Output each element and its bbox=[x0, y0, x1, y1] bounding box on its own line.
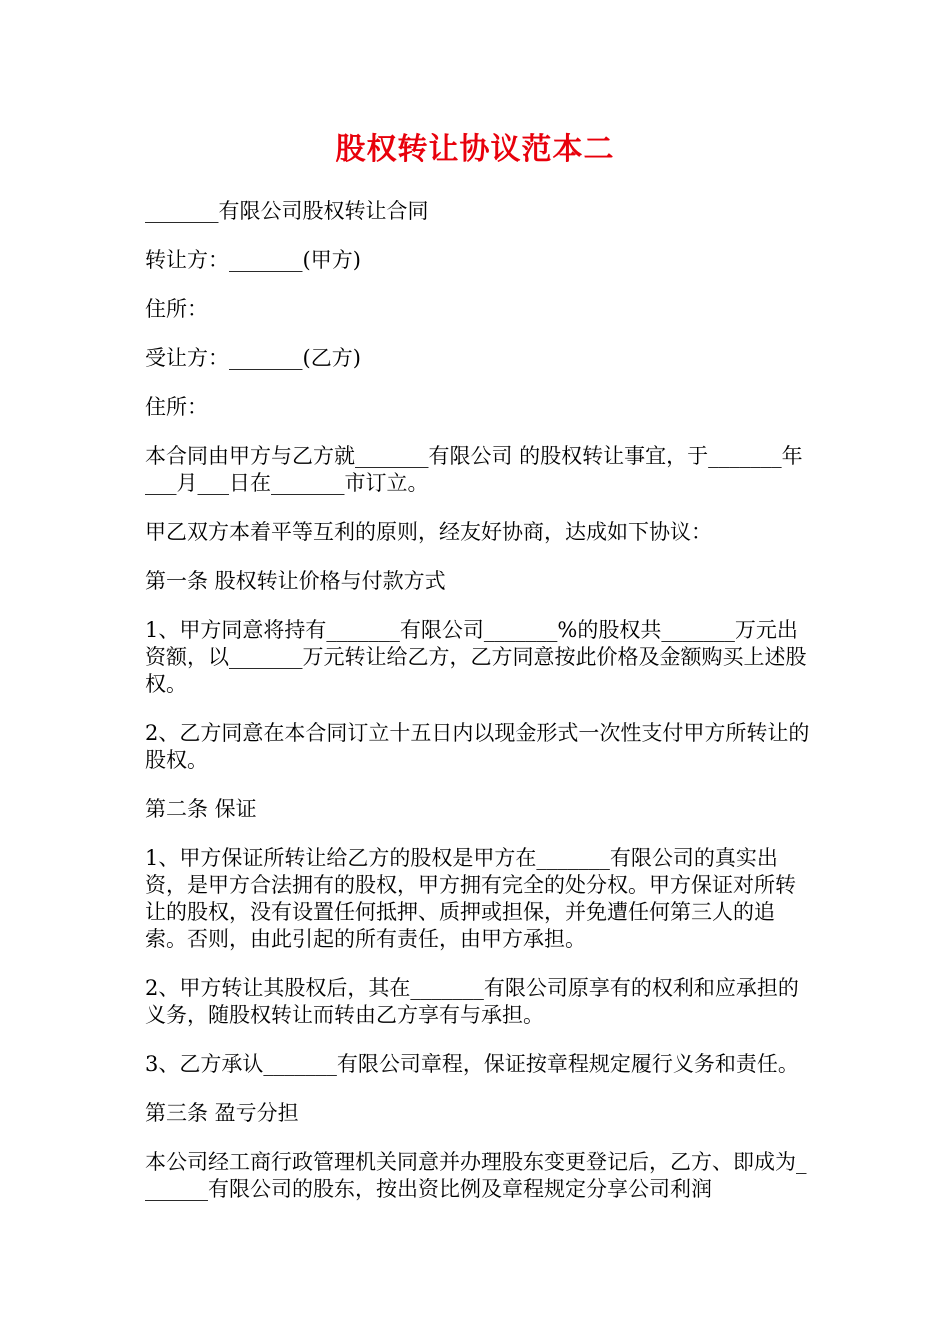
article-one-clause-1: 1、甲方同意将持有_______有限公司_______%的股权共_______万元出资额，以_______万元转让给乙方，乙方同意按此价格及金额购买上述股权。 bbox=[145, 618, 807, 696]
article-three-paragraph: 本公司经工商行政管理机关同意并办理股东变更登记后，乙方、即成为_______有限公司的股东，按出资比例及章程规定分享公司利润 bbox=[145, 1150, 807, 1201]
transferee-address-line: 住所： bbox=[145, 395, 208, 419]
article-three-heading: 第三条 盈亏分担 bbox=[145, 1101, 299, 1125]
contract-intro-paragraph: 本合同由甲方与乙方就_______有限公司 的股权转让事宜，于_______年___月___日在_______市订立。 bbox=[145, 444, 803, 495]
article-two-clause-1: 1、甲方保证所转让给乙方的股权是甲方在_______有限公司的真实出资，是甲方合法拥有的股权，甲方拥有完全的处分权。甲方保证对所转让的股权，没有设置任何抵押、质押或担保，并免遭任何第三人的追索。否则，由此引起的所有责任，由甲方承担。 bbox=[145, 846, 796, 951]
article-two-clause-2: 2、甲方转让其股权后，其在_______有限公司原享有的权利和应承担的义务，随股权转让而转由乙方享有与承担。 bbox=[145, 976, 799, 1027]
transferor-address-line: 住所： bbox=[145, 297, 208, 321]
document-title: 股权转让协议范本二 bbox=[335, 132, 615, 167]
agreement-statement: 甲乙双方本着平等互利的原则，经友好协商，达成如下协议： bbox=[145, 520, 712, 544]
article-one-clause-2: 2、乙方同意在本合同订立十五日内以现金形式一次性支付甲方所转让的股权。 bbox=[145, 721, 810, 772]
document-body bbox=[145, 198, 810, 1225]
transferor-line: 转让方：_______(甲方) bbox=[145, 248, 361, 272]
contract-heading: _______有限公司股权转让合同 bbox=[145, 199, 429, 223]
article-two-clause-3: 3、乙方承认_______有限公司章程，保证按章程规定履行义务和责任。 bbox=[145, 1052, 799, 1076]
article-one-heading: 第一条 股权转让价格与付款方式 bbox=[145, 569, 446, 593]
article-two-heading: 第二条 保证 bbox=[145, 797, 257, 821]
transferee-line: 受让方：_______(乙方) bbox=[145, 346, 361, 370]
